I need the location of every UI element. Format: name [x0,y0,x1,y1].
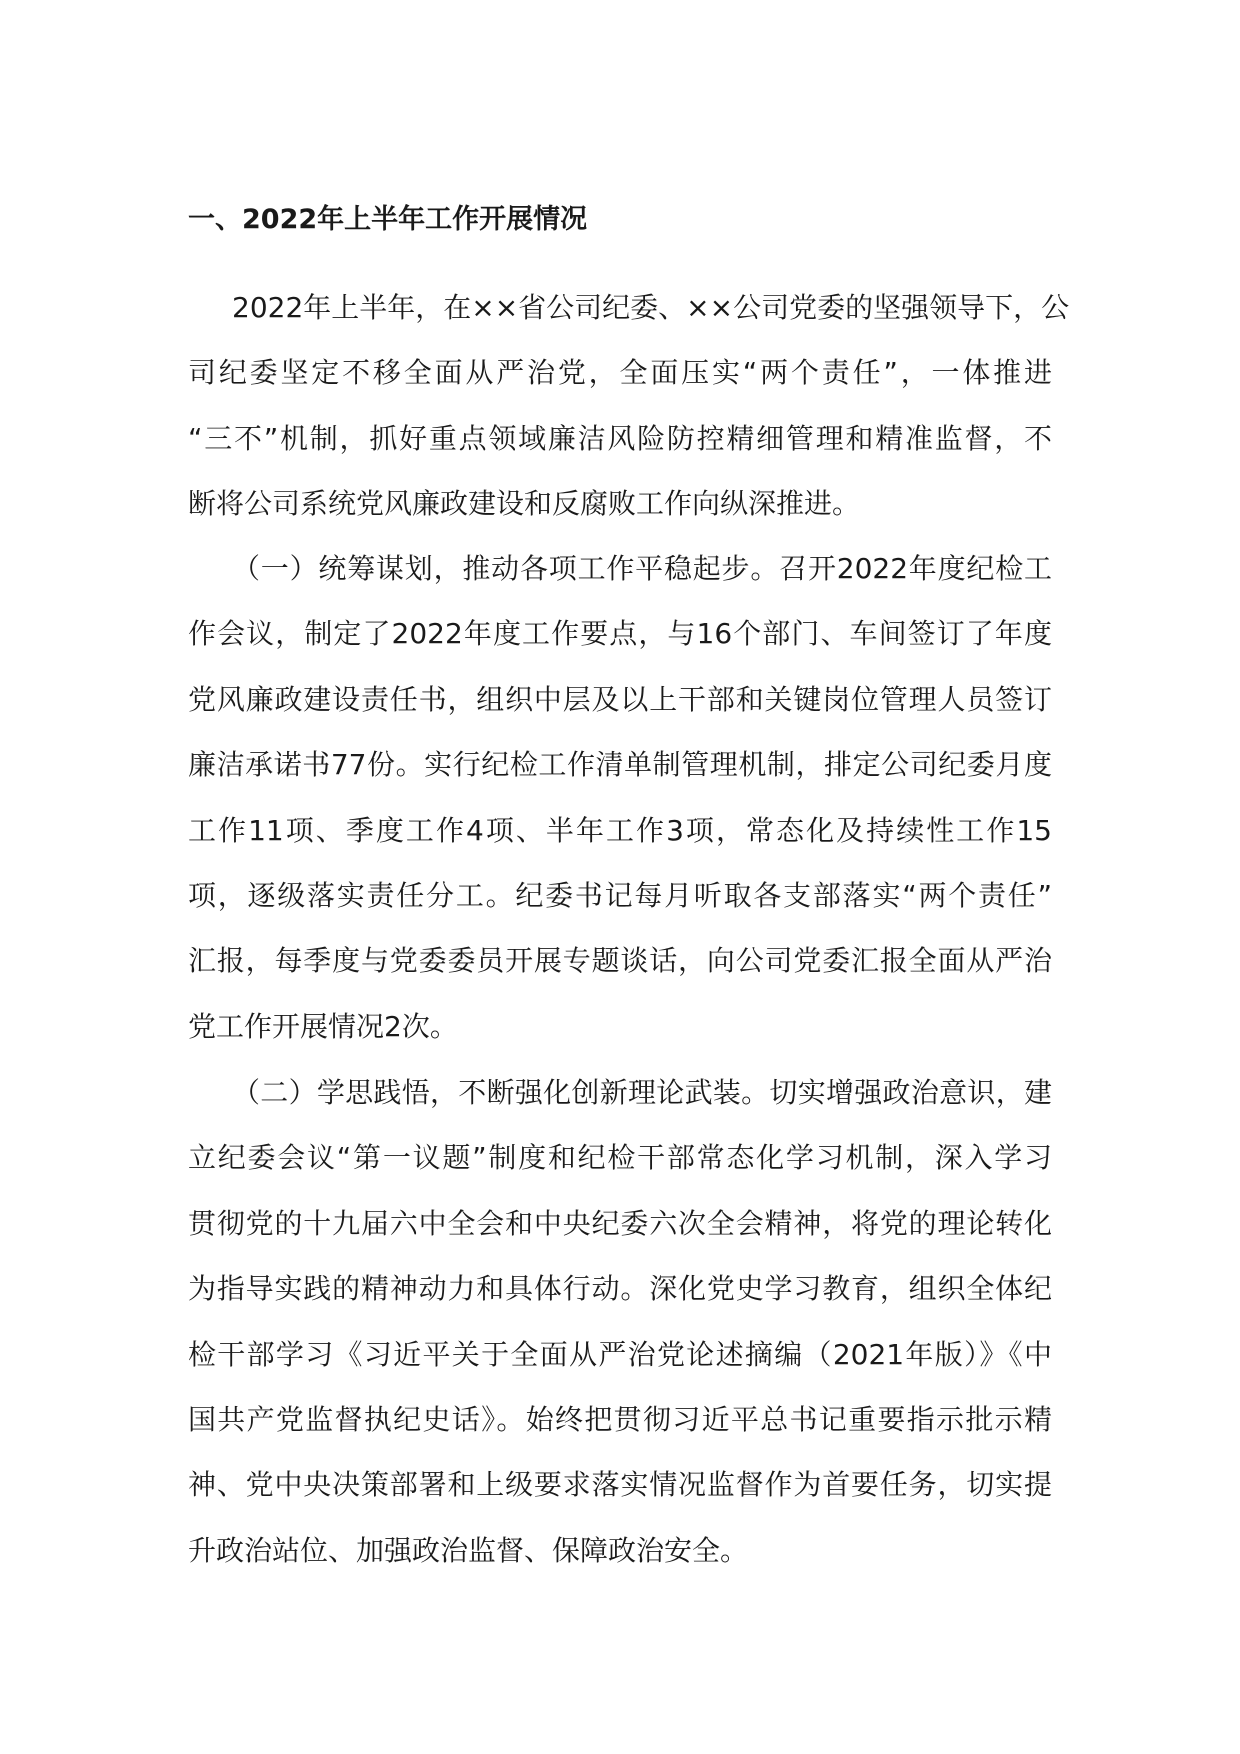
paragraph-line: 检干部学习《习近平关于全面从严治党论述摘编（2021年版）》《中 [188,1337,1052,1371]
paragraph-line: （一）统筹谋划，推动各项工作平稳起步。召开2022年度纪检工 [232,552,1052,585]
paragraph-overview [188,275,1070,537]
paragraph-planning [188,536,1052,1059]
paragraph-line: 廉洁承诺书77份。实行纪检工作清单制管理机制，排定公司纪委月度 [188,748,1052,782]
paragraph-line: 贯彻党的十九届六中全会和中央纪委六次全会精神，将党的理论转化 [188,1206,1052,1240]
paragraph-line: 作会议，制定了2022年度工作要点，与16个部门、车间签订了年度 [188,617,1052,651]
paragraph-line: “三不”机制，抓好重点领域廉洁风险防控精细管理和精准监督，不 [188,421,1052,455]
paragraph-line: 断将公司系统党风廉政建设和反腐败工作向纵深推进。 [188,487,861,521]
paragraph-line: 司纪委坚定不移全面从严治党，全面压实“两个责任”，一体推进 [188,356,1052,390]
paragraph-line: （二）学思践悟，不断强化创新理论武装。切实增强政治意识，建 [232,1076,1052,1109]
paragraph-line: 神、党中央决策部署和上级要求落实情况监督作为首要任务，切实提 [188,1468,1052,1502]
paragraph-line: 汇报，每季度与党委委员开展专题谈话，向公司党委汇报全面从严治 [188,944,1052,978]
paragraph-line: 党工作开展情况2次。 [188,1009,458,1043]
paragraph-line: 升政治站位、加强政治监督、保障政治安全。 [188,1533,749,1567]
paragraph-theory-study [188,1060,1052,1583]
paragraph-line: 党风廉政建设责任书，组织中层及以上干部和关键岗位管理人员签订 [188,682,1052,716]
section-heading: 一、2022年上半年工作开展情况 [188,204,588,235]
paragraph-line: 工作11项、季度工作4项、半年工作3项，常态化及持续性工作15 [188,813,1052,847]
paragraph-line: 为指导实践的精神动力和具体行动。深化党史学习教育，组织全体纪 [188,1272,1052,1306]
paragraph-line: 项，逐级落实责任分工。纪委书记每月听取各支部落实“两个责任” [188,878,1052,912]
paragraph-line: 立纪委会议“第一议题”制度和纪检干部常态化学习机制，深入学习 [188,1141,1052,1175]
paragraph-line: 国共产党监督执纪史话》。始终把贯彻习近平总书记重要指示批示精 [188,1402,1052,1436]
paragraph-line: 2022年上半年，在××省公司纪委、××公司党委的坚强领导下，公 [232,291,1070,324]
